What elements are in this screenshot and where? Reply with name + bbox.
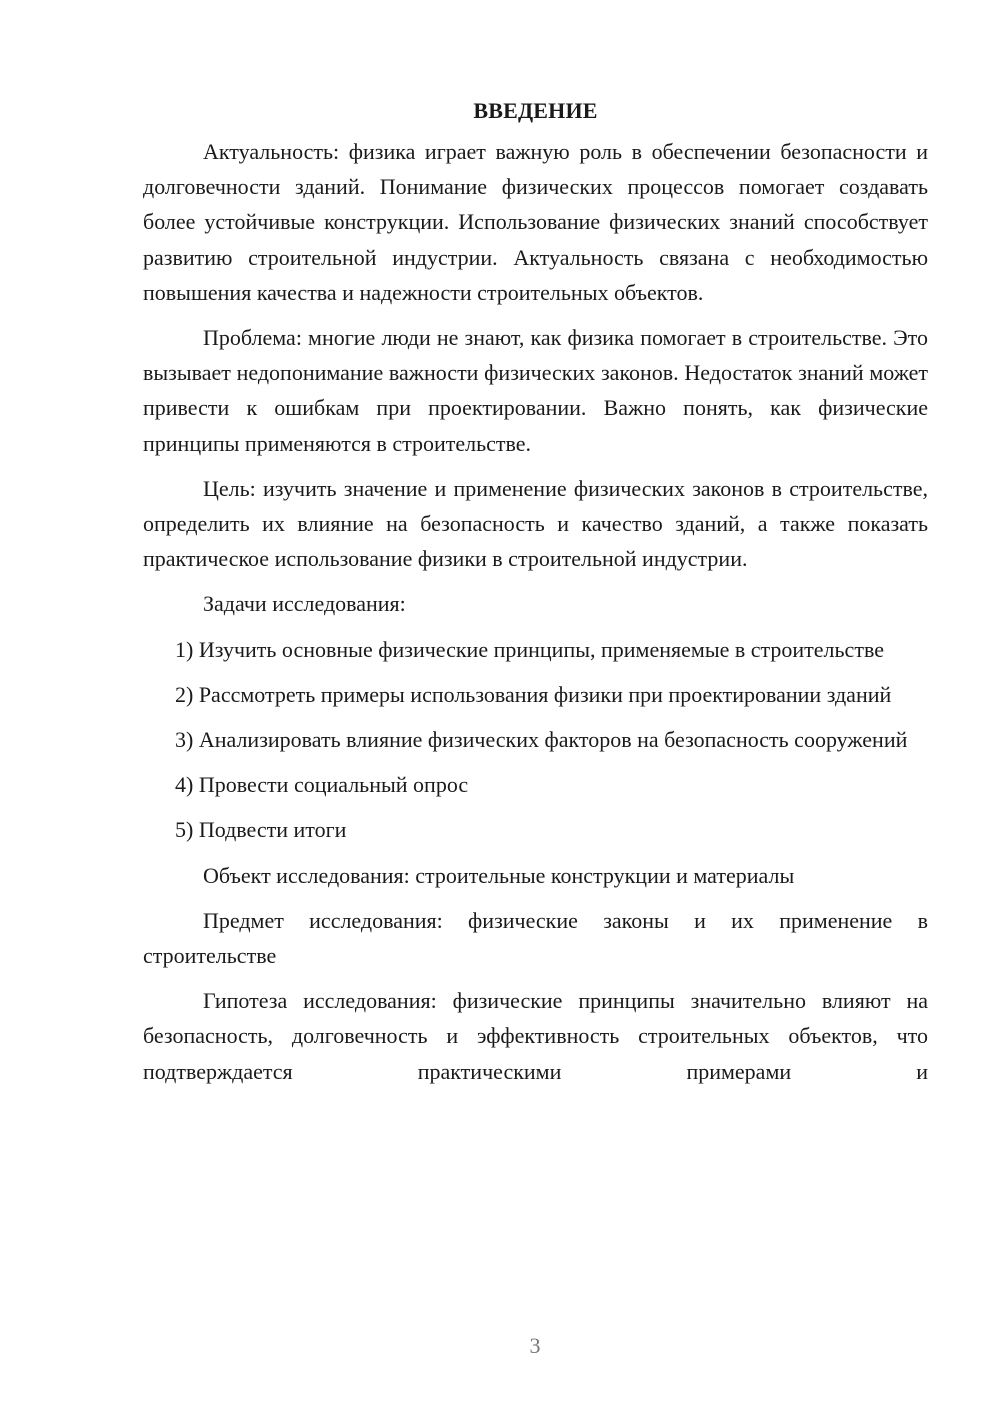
tasks-heading: Задачи исследования: — [203, 591, 406, 617]
page-content — [143, 96, 928, 1099]
paragraph-object: Объект исследования: строительные конструкции и материалы — [203, 862, 795, 888]
page-title: ВВЕДЕНИЕ — [473, 98, 598, 123]
paragraph-subject: Предмет исследования: физические законы и их применение в строительстве — [143, 907, 928, 969]
task-item-2: 2) Рассмотреть примеры использования физики при проектировании зданий — [175, 681, 892, 707]
page-number: 3 — [529, 1333, 541, 1358]
task-item-4: 4) Провести социальный опрос — [175, 772, 469, 798]
paragraph-relevance: Актуальность: физика играет важную роль в обеспечении безопасности и долговечности зданий. Понимание физических процессов помогает создавать более устойчивые конструкции. Использование физических знаний способствует развитию строительной индустрии. Актуальность связана с необходимостью повышения качества и надежности строительных объектов. — [143, 139, 928, 305]
task-item-3: 3) Анализировать влияние физических факторов на безопасность сооружений — [175, 727, 908, 753]
task-item-5: 5) Подвести итоги — [175, 817, 347, 843]
paragraph-problem: Проблема: многие люди не знают, как физика помогает в строительстве. Это вызывает недопонимание важности физических законов. Недостаток знаний может привести к ошибкам при проектировании. Важно понять, как физические принципы применяются в строительстве. — [143, 325, 928, 456]
paragraph-goal: Цель: изучить значение и применение физических законов в строительстве, определить их влияние на безопасность и качество зданий, а также показать практическое использование физики в строительной индустрии. — [143, 475, 928, 572]
task-item-1: 1) Изучить основные физические принципы, применяемые в строительстве — [175, 636, 884, 662]
paragraph-hypothesis: Гипотеза исследования: физические принципы значительно влияют на безопасность, долговечность и эффективность строительных объектов, что подтверждается практическими примерами и — [143, 988, 928, 1084]
